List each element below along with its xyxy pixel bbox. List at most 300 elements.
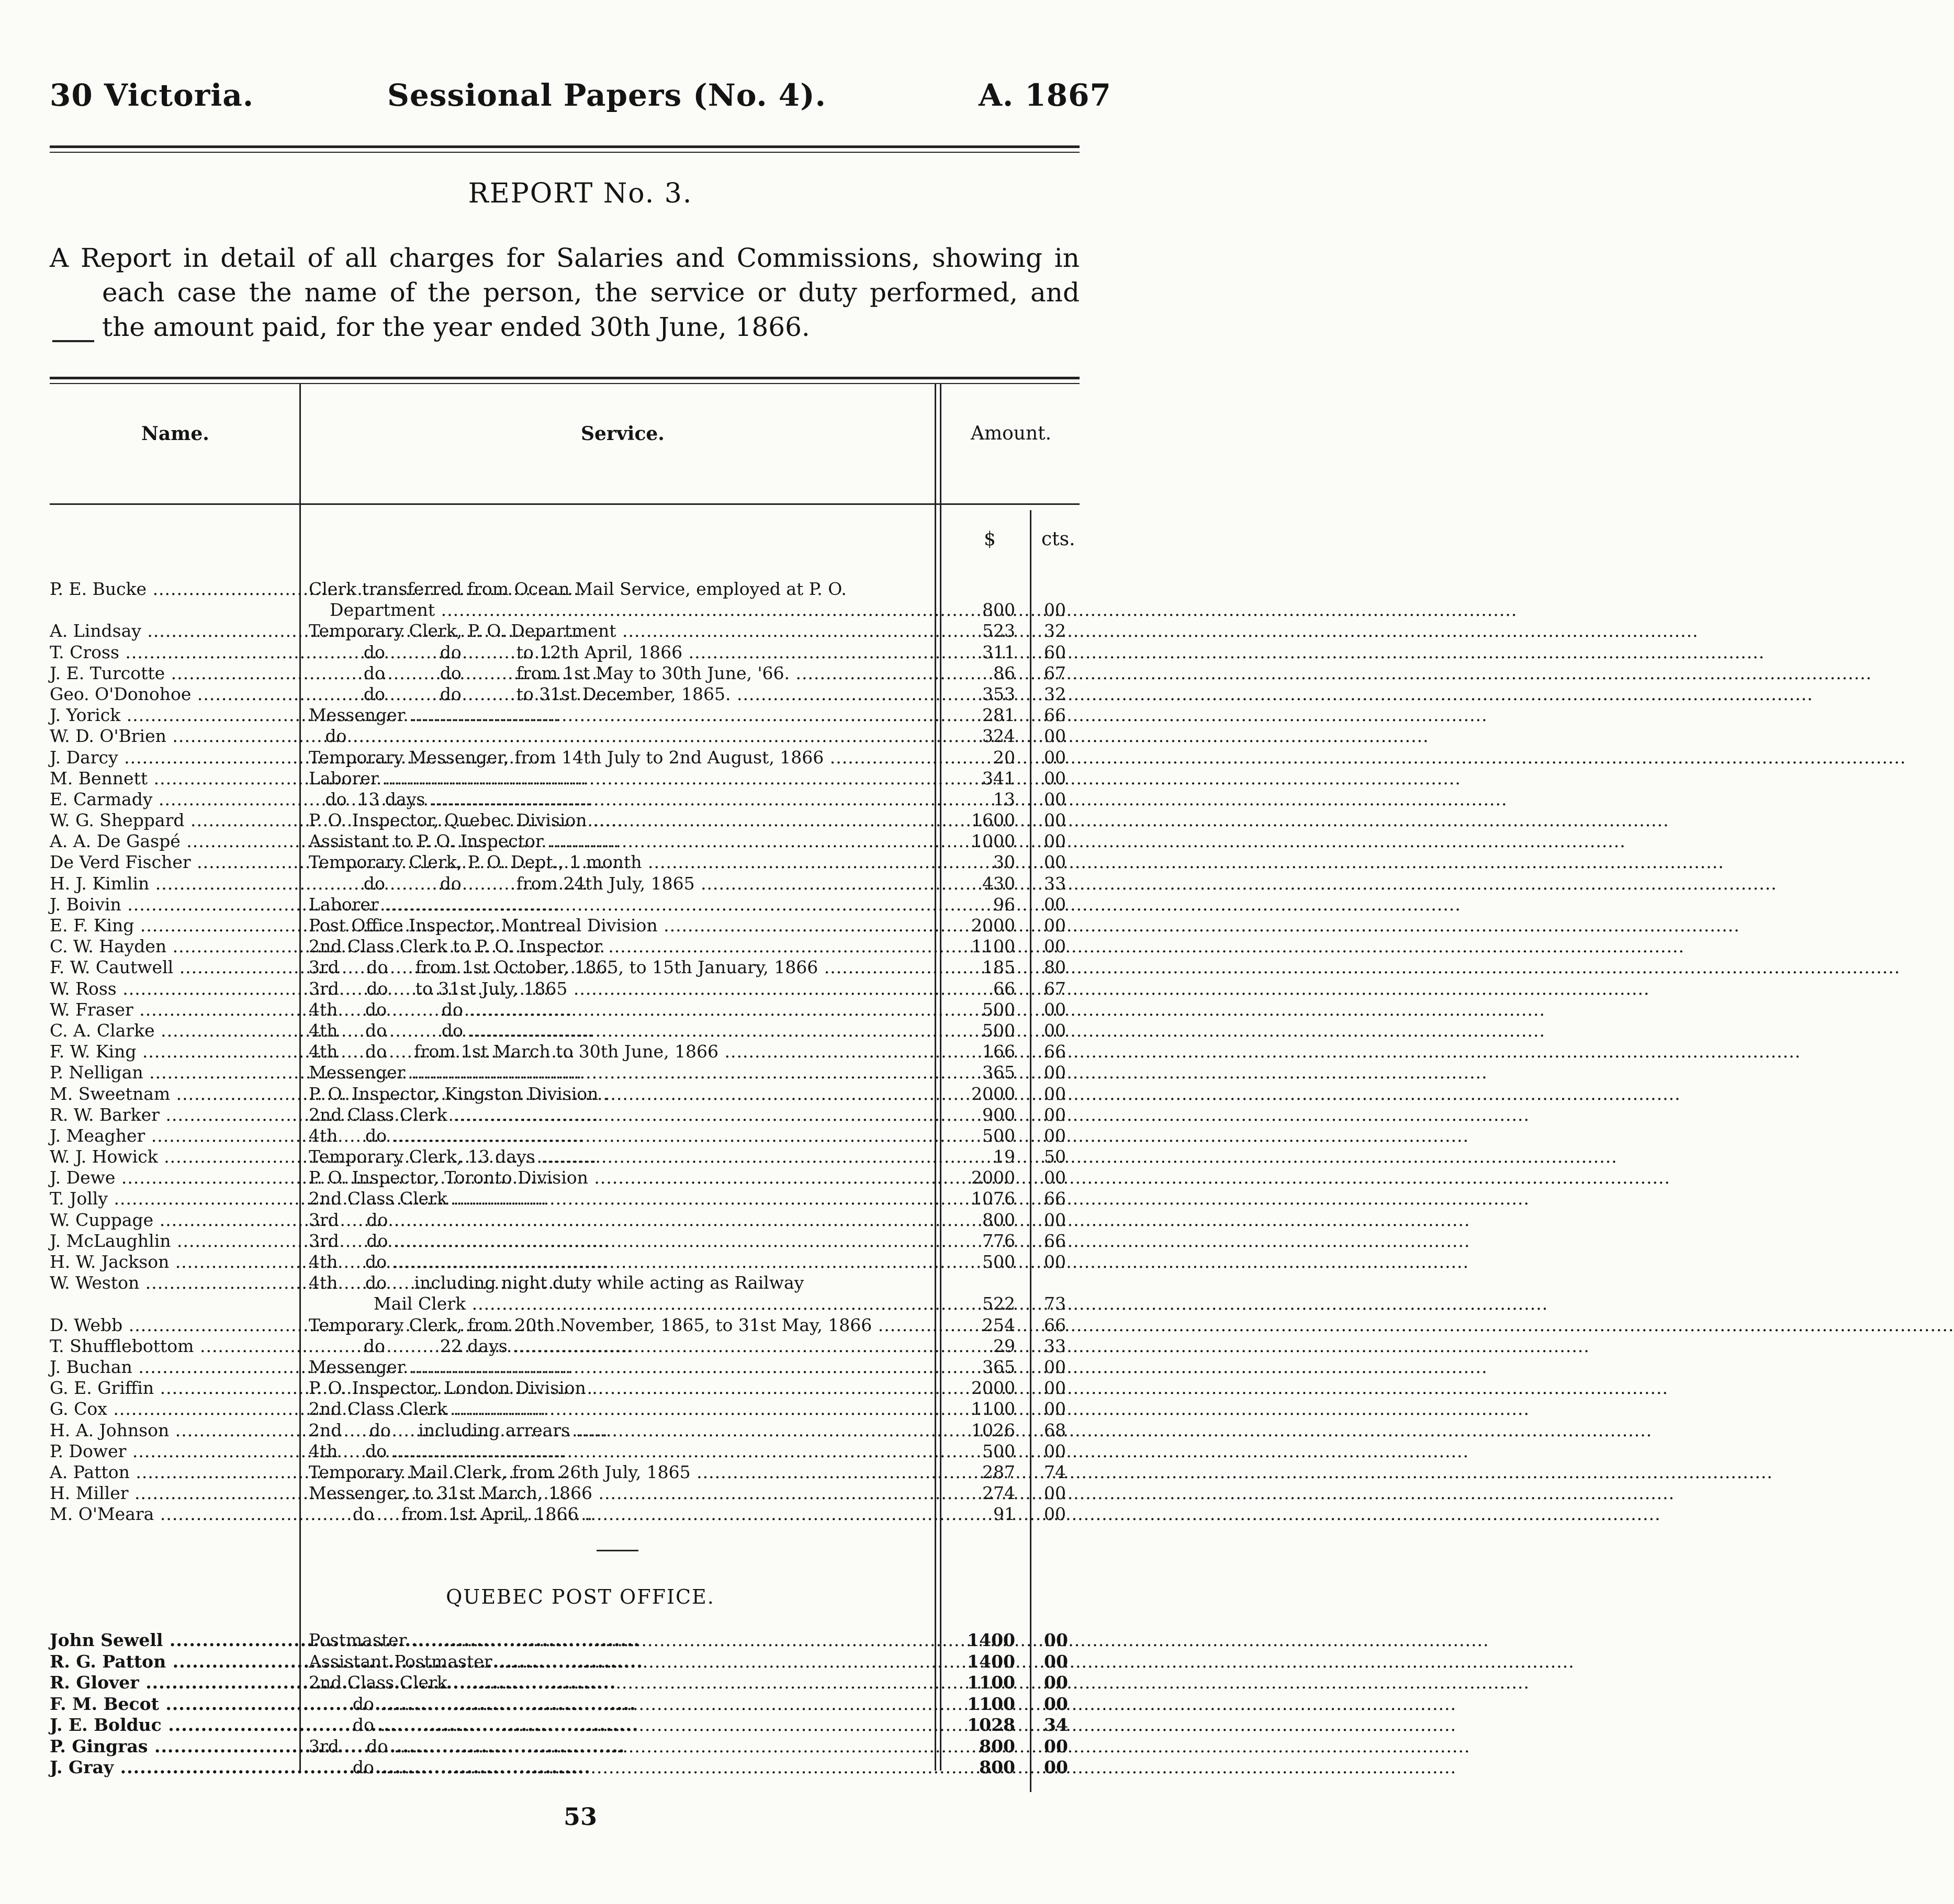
row-service xyxy=(309,1378,926,1398)
row-dollars: 500 xyxy=(982,1252,1015,1272)
row-service xyxy=(309,1694,926,1714)
row-dollars: 13 xyxy=(993,788,1015,809)
row-cents: 00 xyxy=(1044,768,1066,788)
row-name: W. J. Howick ..... xyxy=(50,1146,296,1167)
row-service-text: P. O. Inspector, Quebec Division ..... xyxy=(309,810,1669,830)
column-header-cents: cts. xyxy=(1041,528,1075,550)
row-name: Geo. O'Donohoe ..... xyxy=(50,684,296,704)
table-top-rule xyxy=(50,377,1080,379)
row-name: C. W. Hayden ..... xyxy=(50,936,296,956)
row-dollars: 1100 xyxy=(971,1399,1015,1419)
row-name: G. Cox ..... xyxy=(50,1399,296,1419)
report-title: REPORT No. 3. xyxy=(468,178,693,209)
row-cents: 33 xyxy=(1044,873,1066,894)
row-dollars: 96 xyxy=(993,894,1015,915)
row-service xyxy=(309,1231,926,1251)
row-cents: 00 xyxy=(1044,1356,1066,1377)
table-row xyxy=(50,1231,1080,1252)
table-row xyxy=(50,1315,1080,1336)
row-dollars: 281 xyxy=(982,705,1015,726)
row-service-text: do ..... xyxy=(309,726,1429,746)
row-service-text: 4th do do ..... xyxy=(309,1020,1545,1041)
table-row xyxy=(50,663,1080,684)
row-cents: 80 xyxy=(1044,957,1066,978)
row-dollars: 66 xyxy=(993,978,1015,999)
table-row xyxy=(50,789,1080,810)
row-service-text: Post Office Inspector, Montreal Division ..... xyxy=(309,915,1740,936)
row-name: W. Cuppage ..... xyxy=(50,1210,296,1230)
row-name: G. E. Griffin ..... xyxy=(50,1378,296,1398)
row-service-text: 2nd Class Clerk ..... xyxy=(309,1399,1530,1419)
table-row xyxy=(50,957,1080,978)
row-cents: 00 xyxy=(1044,1504,1066,1525)
row-name: T. Cross ..... xyxy=(50,642,296,662)
row-dollars: 30 xyxy=(993,852,1015,873)
table-row xyxy=(50,894,1080,915)
page-number: 53 xyxy=(563,1802,597,1831)
row-name: W. Weston ..... xyxy=(50,1272,296,1293)
row-name: W. G. Sheppard ..... xyxy=(50,810,296,830)
table-row xyxy=(50,1167,1080,1188)
row-service-text: do ..... xyxy=(309,1757,1456,1777)
row-dollars: 1400 xyxy=(967,1651,1015,1672)
row-cents: 34 xyxy=(1044,1715,1068,1735)
row-cents: 00 xyxy=(1044,1167,1066,1188)
header-title: Sessional Papers (No. 4). xyxy=(387,77,826,113)
table-row xyxy=(50,936,1080,957)
row-service-text: Temporary Mail Clerk, from 26th July, 1865 ..... xyxy=(309,1462,1773,1482)
row-service xyxy=(309,1357,926,1377)
table-row xyxy=(50,1252,1080,1272)
row-service-text: Temporary Clerk, P. O. Dept., 1 month ..... xyxy=(309,852,1724,872)
row-service xyxy=(309,789,926,809)
header-rule-thin xyxy=(50,152,1080,153)
row-service xyxy=(309,1146,926,1167)
row-service xyxy=(309,1399,926,1419)
row-dollars: 86 xyxy=(993,662,1015,683)
row-cents: 00 xyxy=(1044,1736,1068,1756)
row-cents: 00 xyxy=(1044,852,1066,873)
row-dollars: 166 xyxy=(982,1041,1015,1062)
row-name: H. A. Johnson ..... xyxy=(50,1420,296,1440)
row-service xyxy=(309,1188,926,1209)
row-name: H. J. Kimlin ..... xyxy=(50,873,296,894)
row-name: P. Dower ..... xyxy=(50,1441,296,1461)
row-name: M. Bennett ..... xyxy=(50,768,296,788)
row-cents: 60 xyxy=(1044,641,1066,662)
row-cents: 00 xyxy=(1044,1020,1066,1041)
row-dollars: 523 xyxy=(982,621,1015,641)
row-cents: 00 xyxy=(1044,810,1066,831)
table-row xyxy=(50,705,1080,726)
row-service xyxy=(309,1757,926,1777)
table-row xyxy=(50,1757,1080,1778)
table-row xyxy=(50,831,1080,852)
row-cents: 00 xyxy=(1044,1693,1068,1714)
table-row xyxy=(50,1041,1080,1062)
row-dollars: 324 xyxy=(982,726,1015,747)
row-service xyxy=(309,1336,926,1356)
salary-table-body xyxy=(50,579,1080,1525)
table-row xyxy=(50,1715,1080,1736)
table-row xyxy=(50,978,1080,999)
table-row xyxy=(50,1146,1080,1167)
row-service-text: Temporary Messenger, from 14th July to 2nd August, 1866 ..... xyxy=(309,747,1906,768)
table-row xyxy=(50,1020,1080,1041)
table-header-rule xyxy=(50,503,1080,505)
row-cents: 00 xyxy=(1044,1104,1066,1125)
row-name: J. Yorick ..... xyxy=(50,705,296,725)
row-service-text: Temporary Clerk, 13 days ..... xyxy=(309,1146,1618,1167)
row-name: H. Miller ..... xyxy=(50,1483,296,1503)
row-service-text: do do from 24th July, 1865 ..... xyxy=(309,873,1777,894)
row-service xyxy=(309,1210,926,1230)
row-name: J. E. Bolduc ..... xyxy=(50,1715,296,1735)
row-dollars: 900 xyxy=(982,1104,1015,1125)
row-service xyxy=(309,852,926,872)
row-name: C. A. Clarke ..... xyxy=(50,1020,296,1041)
row-service-text: 3rd do to 31st July, 1865 ..... xyxy=(309,978,1650,999)
row-service-text: 3rd do ..... xyxy=(309,1736,1470,1756)
row-cents: 00 xyxy=(1044,1378,1066,1399)
row-service-text: 3rd do ..... xyxy=(309,1210,1470,1230)
row-name: M. O'Meara ..... xyxy=(50,1504,296,1524)
row-name: A. Lindsay ..... xyxy=(50,621,296,641)
row-name: E. Carmady ..... xyxy=(50,789,296,809)
table-row xyxy=(50,1441,1080,1462)
row-service xyxy=(309,1272,926,1314)
row-dollars: 800 xyxy=(982,1209,1015,1230)
row-service-text: 2nd Class Clerk ..... xyxy=(309,1105,1530,1125)
row-service-text: Assistant to P. O. Inspector ..... xyxy=(309,831,1626,851)
row-service xyxy=(309,1483,926,1503)
row-dollars: 274 xyxy=(982,1483,1015,1504)
row-cents: 66 xyxy=(1044,1314,1066,1335)
row-service xyxy=(309,1167,926,1188)
quebec-section-title: QUEBEC POST OFFICE. xyxy=(446,1585,715,1608)
row-cents: 00 xyxy=(1044,894,1066,915)
row-cents: 00 xyxy=(1044,1483,1066,1504)
row-dollars: 91 xyxy=(993,1504,1015,1525)
table-row xyxy=(50,810,1080,831)
row-dollars: 365 xyxy=(982,1062,1015,1083)
row-service xyxy=(309,1105,926,1125)
table-row xyxy=(50,1399,1080,1419)
row-service-continuation: Mail Clerk ..... xyxy=(330,1293,1548,1314)
row-dollars: 1100 xyxy=(971,936,1015,957)
row-service-text: 4th do including night duty while acting as Railway xyxy=(309,1272,804,1293)
row-service xyxy=(309,1630,926,1650)
row-service xyxy=(309,936,926,956)
row-dollars: 2000 xyxy=(971,1378,1015,1399)
row-service-text: Messenger ..... xyxy=(309,1062,1488,1083)
row-service-text: Clerk transferred from Ocean Mail Service, employed at P. O. xyxy=(309,579,847,599)
intro-paragraph xyxy=(50,241,1080,344)
row-cents: 00 xyxy=(1044,999,1066,1020)
row-name: J. Meagher ..... xyxy=(50,1125,296,1146)
row-service-text: do from 1st April, 1866 ..... xyxy=(309,1504,1661,1524)
table-row xyxy=(50,642,1080,663)
row-dollars: 1600 xyxy=(971,810,1015,831)
row-service xyxy=(309,873,926,894)
row-dollars: 500 xyxy=(982,999,1015,1020)
row-dollars: 2000 xyxy=(971,1083,1015,1104)
row-name: M. Sweetnam ..... xyxy=(50,1084,296,1104)
row-dollars: 353 xyxy=(982,683,1015,704)
row-service xyxy=(309,663,926,683)
table-row xyxy=(50,1188,1080,1209)
table-row xyxy=(50,621,1080,641)
row-name: F. W. Cautwell ..... xyxy=(50,957,296,977)
row-cents: 00 xyxy=(1044,1757,1068,1777)
table-row xyxy=(50,726,1080,747)
row-cents: 00 xyxy=(1044,831,1066,852)
row-dollars: 500 xyxy=(982,1125,1015,1146)
row-service xyxy=(309,915,926,936)
row-service xyxy=(309,1041,926,1062)
row-dollars: 430 xyxy=(982,873,1015,894)
row-service-text: do ..... xyxy=(309,1715,1456,1735)
row-service xyxy=(309,1315,926,1335)
row-service xyxy=(309,894,926,915)
row-service xyxy=(309,1441,926,1461)
row-dollars: 20 xyxy=(993,747,1015,768)
column-header-service: Service. xyxy=(581,423,665,445)
table-row xyxy=(50,1125,1080,1146)
row-cents: 00 xyxy=(1044,915,1066,936)
row-name: R. W. Barker ..... xyxy=(50,1105,296,1125)
row-name: W. D. O'Brien ..... xyxy=(50,726,296,746)
row-dollars: 1100 xyxy=(967,1693,1015,1714)
row-service-text: 2nd Class Clerk to P. O. Inspector ..... xyxy=(309,936,1685,956)
row-cents: 00 xyxy=(1044,1630,1068,1650)
row-service-text: Temporary Clerk, P. O. Department ..... xyxy=(309,621,1699,641)
row-dollars: 29 xyxy=(993,1335,1015,1356)
row-dollars: 2000 xyxy=(971,1167,1015,1188)
row-dollars: 800 xyxy=(982,600,1015,620)
row-cents: 33 xyxy=(1044,1335,1066,1356)
row-name: F. W. King ..... xyxy=(50,1041,296,1062)
row-cents: 68 xyxy=(1044,1419,1066,1440)
row-cents: 66 xyxy=(1044,1041,1066,1062)
row-cents: 00 xyxy=(1044,1440,1066,1461)
row-dollars: 1026 xyxy=(971,1419,1015,1440)
row-dollars: 1028 xyxy=(967,1715,1015,1735)
row-dollars: 776 xyxy=(982,1230,1015,1251)
table-row xyxy=(50,1630,1080,1651)
header-session: 30 Victoria. xyxy=(50,77,254,113)
row-service xyxy=(309,1062,926,1083)
row-dollars: 19 xyxy=(993,1146,1015,1167)
row-name: P. Nelligan ..... xyxy=(50,1062,296,1083)
row-name: J. Gray ..... xyxy=(50,1757,296,1777)
row-service xyxy=(309,1252,926,1272)
header-year: A. 1867 xyxy=(979,77,1111,113)
row-cents: 00 xyxy=(1044,1083,1066,1104)
row-cents: 67 xyxy=(1044,978,1066,999)
row-service xyxy=(309,1715,926,1735)
row-cents: 32 xyxy=(1044,621,1066,641)
row-service-text: 2nd Class Clerk ..... xyxy=(309,1188,1530,1209)
row-service-text: Messenger, to 31st March, 1866 ..... xyxy=(309,1483,1675,1503)
quebec-table-body xyxy=(50,1630,1080,1778)
row-cents: 00 xyxy=(1044,1062,1066,1083)
row-service-text: Postmaster ..... xyxy=(309,1630,1489,1650)
row-service-text: do do to 31st December, 1865. ..... xyxy=(309,684,1813,704)
row-service-text: 4th do ..... xyxy=(309,1441,1469,1461)
row-dollars: 254 xyxy=(982,1314,1015,1335)
row-name: A. A. De Gaspé ..... xyxy=(50,831,296,851)
row-service xyxy=(309,1020,926,1041)
row-name: R. G. Patton ..... xyxy=(50,1651,296,1672)
row-service xyxy=(309,831,926,851)
row-service xyxy=(309,621,926,641)
row-service-text: P. O. Inspector, Toronto Division ..... xyxy=(309,1167,1670,1188)
row-service xyxy=(309,1504,926,1524)
row-dollars: 311 xyxy=(982,641,1015,662)
row-name: F. M. Becot ..... xyxy=(50,1694,296,1714)
row-dollars: 1400 xyxy=(967,1630,1015,1650)
row-name: T. Shufflebottom ..... xyxy=(50,1336,296,1356)
table-row xyxy=(50,1062,1080,1083)
row-cents: 00 xyxy=(1044,1672,1068,1693)
row-dollars: 185 xyxy=(982,957,1015,978)
row-service xyxy=(309,978,926,999)
row-service-text: 4th do ..... xyxy=(309,1252,1469,1272)
table-row xyxy=(50,852,1080,873)
row-service xyxy=(309,1651,926,1672)
table-row xyxy=(50,747,1080,768)
row-service xyxy=(309,1462,926,1482)
row-cents: 00 xyxy=(1044,936,1066,957)
row-service-text: P. O. Inspector, London Division ..... xyxy=(309,1378,1668,1398)
row-service-text: 2nd Class Clerk ..... xyxy=(309,1672,1530,1693)
table-row xyxy=(50,768,1080,789)
row-dollars: 1000 xyxy=(971,831,1015,852)
row-name: J. E. Turcotte ..... xyxy=(50,663,296,683)
row-dollars: 500 xyxy=(982,1440,1015,1461)
row-service-text: 4th do ..... xyxy=(309,1125,1469,1146)
row-cents: 73 xyxy=(1044,1293,1066,1314)
row-dollars: 365 xyxy=(982,1356,1015,1377)
row-dollars: 800 xyxy=(979,1736,1015,1756)
row-service-text: do do to 12th April, 1866 ..... xyxy=(309,642,1765,662)
table-row xyxy=(50,1672,1080,1694)
row-cents: 32 xyxy=(1044,683,1066,704)
row-service xyxy=(309,1420,926,1440)
table-row xyxy=(50,1378,1080,1399)
ornament-dash xyxy=(52,340,94,342)
row-service xyxy=(309,1736,926,1756)
row-name: W. Fraser ..... xyxy=(50,999,296,1020)
table-row xyxy=(50,1272,1080,1314)
row-service-text: P. O. Inspector, Kingston Division ..... xyxy=(309,1084,1681,1104)
row-name: R. Glover ..... xyxy=(50,1672,296,1693)
row-name: J. Buchan ..... xyxy=(50,1357,296,1377)
row-cents: 00 xyxy=(1044,1651,1068,1672)
row-name: A. Patton ..... xyxy=(50,1462,296,1482)
row-name: D. Webb ..... xyxy=(50,1315,296,1335)
table-row xyxy=(50,1357,1080,1378)
row-service-text: 4th do do ..... xyxy=(309,999,1545,1020)
row-service-text: do 13 days ..... xyxy=(309,789,1507,809)
intro-text: A Report in detail of all charges for Salaries and Commissions, showing in each case the name of the person, the service or duty performed, and the amount paid, for the year ended 30th June, 1866. xyxy=(50,243,1080,342)
row-service-text: 3rd do ..... xyxy=(309,1231,1470,1251)
column-header-dollars: $ xyxy=(984,528,996,550)
row-name: J. McLaughlin ..... xyxy=(50,1231,296,1251)
table-row xyxy=(50,1084,1080,1105)
table-row xyxy=(50,1694,1080,1715)
row-service xyxy=(309,642,926,662)
row-service-continuation: Department ..... xyxy=(330,600,1517,620)
row-name: T. Jolly ..... xyxy=(50,1188,296,1209)
table-row xyxy=(50,1483,1080,1504)
row-service xyxy=(309,1084,926,1104)
row-service xyxy=(309,705,926,725)
section-divider xyxy=(597,1550,638,1551)
table-row xyxy=(50,684,1080,705)
row-cents: 00 xyxy=(1044,1209,1066,1230)
row-cents: 00 xyxy=(1044,600,1066,620)
table-row xyxy=(50,1336,1080,1357)
row-cents: 50 xyxy=(1044,1146,1066,1167)
row-cents: 00 xyxy=(1044,1125,1066,1146)
row-service xyxy=(309,747,926,768)
row-dollars: 1100 xyxy=(967,1672,1015,1693)
table-row xyxy=(50,915,1080,936)
row-name: John Sewell ..... xyxy=(50,1630,296,1650)
table-row xyxy=(50,1105,1080,1125)
row-service-text: Messenger ..... xyxy=(309,1357,1488,1377)
row-cents: 00 xyxy=(1044,1399,1066,1419)
row-service-text: Laborer ..... xyxy=(309,894,1461,915)
row-service-text: 4th do from 1st March to 30th June, 1866 ..... xyxy=(309,1041,1801,1062)
table-row xyxy=(50,999,1080,1020)
header-rule xyxy=(50,145,1080,148)
row-name: P. E. Bucke ..... xyxy=(50,579,296,599)
row-service-text: 2nd do including arrears ..... xyxy=(309,1420,1652,1440)
row-cents: 66 xyxy=(1044,705,1066,726)
row-service xyxy=(309,1125,926,1146)
row-service-text: 3rd do from 1st October, 1865, to 15th January, 1866 ..... xyxy=(309,957,1900,977)
row-service-text: Laborer ..... xyxy=(309,768,1461,788)
row-name: J. Dewe ..... xyxy=(50,1167,296,1188)
row-cents: 74 xyxy=(1044,1461,1066,1482)
row-name: E. F. King ..... xyxy=(50,915,296,936)
row-dollars: 341 xyxy=(982,768,1015,788)
row-service xyxy=(309,810,926,830)
row-dollars: 2000 xyxy=(971,915,1015,936)
row-cents: 00 xyxy=(1044,747,1066,768)
table-row xyxy=(50,1420,1080,1441)
row-service xyxy=(309,1672,926,1693)
row-name: De Verd Fischer ..... xyxy=(50,852,296,872)
row-service xyxy=(309,999,926,1020)
row-service-text: Assistant Postmaster ..... xyxy=(309,1651,1575,1672)
row-service xyxy=(309,684,926,704)
row-service-text: Messenger ..... xyxy=(309,705,1488,725)
table-row xyxy=(50,1736,1080,1757)
row-service-text: Temporary Clerk, from 20th November, 1865, to 31st May, 1866 ..... xyxy=(309,1315,1954,1335)
table-row xyxy=(50,873,1080,894)
row-service xyxy=(309,768,926,788)
table-row xyxy=(50,1504,1080,1525)
row-name: J. Boivin ..... xyxy=(50,894,296,915)
row-service-text: do do from 1st May to 30th June, '66. ..... xyxy=(309,663,1872,683)
row-dollars: 1076 xyxy=(971,1188,1015,1209)
table-row xyxy=(50,1651,1080,1673)
row-service xyxy=(309,579,926,620)
